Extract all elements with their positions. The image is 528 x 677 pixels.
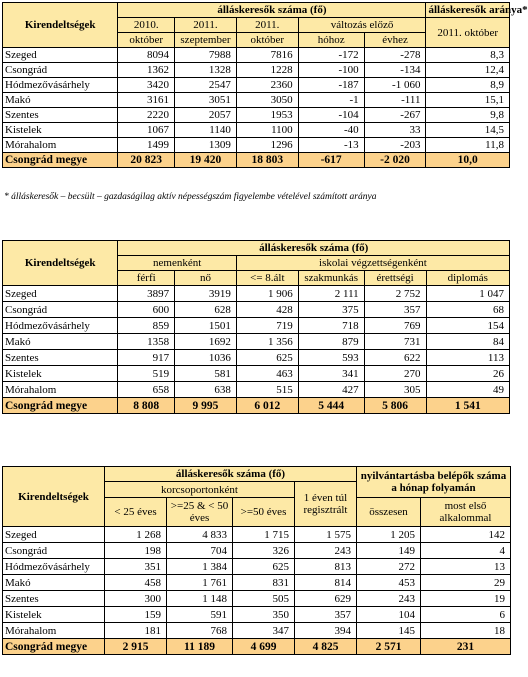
table-cell: 270 [364, 366, 426, 382]
total-label: Csongrád megye [3, 639, 105, 655]
total-cell: 1 541 [426, 398, 510, 414]
table-cell: 198 [105, 543, 167, 559]
table-row [3, 559, 511, 575]
row-label: Mórahalom [3, 138, 118, 153]
table-cell: -278 [364, 48, 426, 63]
col-header-female: nő [175, 271, 237, 286]
total-cell: 10,0 [426, 153, 510, 168]
table-cell: 18 [421, 623, 511, 639]
table-cell: 4 [421, 543, 511, 559]
table-cell: 145 [357, 623, 421, 639]
footnote: * álláskeresők – becsült – gazdaságilag aktív népességszám figyelembe vételével számított aránya [4, 192, 377, 202]
table-cell: 1140 [175, 123, 237, 138]
total-cell: 20 823 [118, 153, 175, 168]
table-cell: 1296 [236, 138, 298, 153]
table-cell: 1 906 [236, 286, 298, 302]
table-cell: 12,4 [426, 63, 510, 78]
table-cell: -111 [364, 93, 426, 108]
row-label: Szeged [3, 286, 118, 302]
table-row [3, 623, 511, 639]
table-row [3, 108, 510, 123]
col-header-main: álláskeresők száma (fő) [118, 3, 426, 18]
table-cell: 159 [105, 607, 167, 623]
total-cell: 4 699 [233, 639, 295, 655]
col-header-main: álláskeresők száma (fő) [105, 467, 357, 482]
table-row [3, 382, 510, 398]
table-unemployment-by-month [2, 2, 528, 168]
table-row [3, 123, 510, 138]
table-cell: 26 [426, 366, 510, 382]
table-cell: 2360 [236, 78, 298, 93]
table-cell: 1 575 [295, 527, 357, 543]
table-cell: 243 [295, 543, 357, 559]
table-row [3, 334, 510, 350]
table-cell: 3161 [118, 93, 175, 108]
table-cell: 2 752 [364, 286, 426, 302]
total-cell: -2 020 [364, 153, 426, 168]
table-cell: 394 [295, 623, 357, 639]
total-cell: 4 825 [295, 639, 357, 655]
table-cell: 1 047 [426, 286, 510, 302]
col-header-office: Kirendeltségek [3, 241, 118, 286]
table-row [3, 591, 511, 607]
table-cell: 149 [357, 543, 421, 559]
col-header-year-2: 2011. [175, 18, 237, 33]
row-label: Makó [3, 575, 105, 591]
col-header-degree: diplomás [426, 271, 510, 286]
row-label: Hódmezővásárhely [3, 559, 105, 575]
table-cell: 3919 [175, 286, 237, 302]
col-header-year-1: 2010. [118, 18, 175, 33]
table-cell: 463 [236, 366, 298, 382]
table-cell: 7816 [236, 48, 298, 63]
table-unemployment-by-age [2, 466, 511, 655]
total-cell: 11 189 [167, 639, 233, 655]
table-cell: 768 [167, 623, 233, 639]
table-cell: 1328 [175, 63, 237, 78]
col-header-main: álláskeresők száma (fő) [118, 241, 510, 256]
table-cell: 2057 [175, 108, 237, 123]
table-row [3, 607, 511, 623]
row-label: Makó [3, 334, 118, 350]
table-cell: 1358 [118, 334, 175, 350]
table-cell: 29 [421, 575, 511, 591]
table-cell: 625 [233, 559, 295, 575]
table-cell: 1309 [175, 138, 237, 153]
total-cell: 18 803 [236, 153, 298, 168]
table-cell: -267 [364, 108, 426, 123]
table-cell: 4 833 [167, 527, 233, 543]
table-cell: 1100 [236, 123, 298, 138]
table-row [3, 48, 510, 63]
table-cell: 1499 [118, 138, 175, 153]
table-cell: 305 [364, 382, 426, 398]
table-cell: 718 [298, 318, 364, 334]
col-header-gender: nemenként [118, 256, 237, 271]
table-row [3, 78, 510, 93]
table-cell: -1 060 [364, 78, 426, 93]
table-cell: 341 [298, 366, 364, 382]
col-header-primary: <= 8.ált [236, 271, 298, 286]
total-cell: 2 571 [357, 639, 421, 655]
col-header-month-2: szeptember [175, 33, 237, 48]
table-cell: 2220 [118, 108, 175, 123]
table-cell: 814 [295, 575, 357, 591]
col-header-year-3: 2011. [236, 18, 298, 33]
table-cell: 8,9 [426, 78, 510, 93]
table-cell: 515 [236, 382, 298, 398]
table-cell: 33 [364, 123, 426, 138]
table-cell: 350 [233, 607, 295, 623]
table-cell: -13 [298, 138, 364, 153]
col-header-entrants-total: összesen [357, 498, 421, 527]
table-cell: 19 [421, 591, 511, 607]
table-cell: 813 [295, 559, 357, 575]
table-cell: 1501 [175, 318, 237, 334]
table-cell: 14,5 [426, 123, 510, 138]
table-cell: 347 [233, 623, 295, 639]
table-cell: 591 [167, 607, 233, 623]
col-header-rate-sub: 2011. október [426, 18, 510, 48]
col-header-secondary: érettségi [364, 271, 426, 286]
table-cell: 1 384 [167, 559, 233, 575]
table-cell: 142 [421, 527, 511, 543]
table-cell: 3050 [236, 93, 298, 108]
table-cell: 1692 [175, 334, 237, 350]
row-label: Mórahalom [3, 623, 105, 639]
col-header-month-1: október [118, 33, 175, 48]
table-cell: 8,3 [426, 48, 510, 63]
row-label: Szentes [3, 350, 118, 366]
total-row [3, 639, 511, 655]
table-cell: 3051 [175, 93, 237, 108]
table-row [3, 138, 510, 153]
total-label: Csongrád megye [3, 398, 118, 414]
col-header-change: változás előző [298, 18, 426, 33]
total-row [3, 153, 510, 168]
table-cell: 1067 [118, 123, 175, 138]
table-cell: 3420 [118, 78, 175, 93]
row-label: Csongrád [3, 302, 118, 318]
table-cell: 1 761 [167, 575, 233, 591]
table-cell: 68 [426, 302, 510, 318]
table-cell: -104 [298, 108, 364, 123]
table-cell: 11,8 [426, 138, 510, 153]
table-cell: 357 [295, 607, 357, 623]
table-cell: 917 [118, 350, 175, 366]
table-cell: 831 [233, 575, 295, 591]
table-cell: 154 [426, 318, 510, 334]
table-cell: 6 [421, 607, 511, 623]
table-cell: 1 205 [357, 527, 421, 543]
table-cell: 104 [357, 607, 421, 623]
table-cell: 7988 [175, 48, 237, 63]
row-label: Szeged [3, 527, 105, 543]
col-header-rate: álláskeresők aránya* [426, 3, 510, 18]
col-header-office: Kirendeltségek [3, 467, 105, 527]
table-cell: 1036 [175, 350, 237, 366]
row-label: Hódmezővásárhely [3, 318, 118, 334]
table-cell: 49 [426, 382, 510, 398]
table-cell: 704 [167, 543, 233, 559]
table-cell: -172 [298, 48, 364, 63]
table-cell: 84 [426, 334, 510, 350]
table-cell: 1362 [118, 63, 175, 78]
table-row [3, 527, 511, 543]
table-row [3, 318, 510, 334]
col-header-change-month: hóhoz [298, 33, 364, 48]
table-cell: -187 [298, 78, 364, 93]
table-cell: -100 [298, 63, 364, 78]
table-cell: 13 [421, 559, 511, 575]
table-cell: 622 [364, 350, 426, 366]
table-cell: 9,8 [426, 108, 510, 123]
table-cell: -134 [364, 63, 426, 78]
row-label: Kistelek [3, 607, 105, 623]
row-label: Csongrád [3, 543, 105, 559]
table-cell: 453 [357, 575, 421, 591]
table-cell: 300 [105, 591, 167, 607]
total-cell: 6 012 [236, 398, 298, 414]
table-cell: 2547 [175, 78, 237, 93]
table-cell: 15,1 [426, 93, 510, 108]
col-header-change-year: évhez [364, 33, 426, 48]
table-cell: 458 [105, 575, 167, 591]
table-cell: 1228 [236, 63, 298, 78]
table-row [3, 543, 511, 559]
table-cell: 1 356 [236, 334, 298, 350]
table-cell: 326 [233, 543, 295, 559]
row-label: Kistelek [3, 366, 118, 382]
table-cell: 181 [105, 623, 167, 639]
total-cell: 2 915 [105, 639, 167, 655]
row-label: Kistelek [3, 123, 118, 138]
table-cell: 1 715 [233, 527, 295, 543]
col-header-under-25: < 25 éves [105, 498, 167, 527]
table-row [3, 93, 510, 108]
table-row [3, 63, 510, 78]
row-label: Mórahalom [3, 382, 118, 398]
table-cell: 243 [357, 591, 421, 607]
table-cell: 1953 [236, 108, 298, 123]
table-cell: 8094 [118, 48, 175, 63]
table-cell: 351 [105, 559, 167, 575]
table-cell: 1 268 [105, 527, 167, 543]
total-cell: 5 444 [298, 398, 364, 414]
row-label: Hódmezővásárhely [3, 78, 118, 93]
col-header-first-time: most első alkalommal [421, 498, 511, 527]
table-cell: 3897 [118, 286, 175, 302]
table-cell: 428 [236, 302, 298, 318]
table-row [3, 302, 510, 318]
table-cell: -203 [364, 138, 426, 153]
table-cell: 719 [236, 318, 298, 334]
table-cell: 427 [298, 382, 364, 398]
table-cell: 519 [118, 366, 175, 382]
table-cell: 628 [175, 302, 237, 318]
table-cell: 1 148 [167, 591, 233, 607]
col-header-age: korcsoportonként [105, 482, 295, 498]
total-cell: 231 [421, 639, 511, 655]
table-cell: 357 [364, 302, 426, 318]
total-row [3, 398, 510, 414]
table-cell: 272 [357, 559, 421, 575]
total-cell: -617 [298, 153, 364, 168]
table-cell: 2 111 [298, 286, 364, 302]
table-row [3, 575, 511, 591]
table-cell: 879 [298, 334, 364, 350]
col-header-month-3: október [236, 33, 298, 48]
row-label: Csongrád [3, 63, 118, 78]
col-header-office: Kirendeltségek [3, 3, 118, 48]
table-cell: 375 [298, 302, 364, 318]
table-cell: 859 [118, 318, 175, 334]
table-cell: -1 [298, 93, 364, 108]
col-header-25-50: >=25 & < 50 éves [167, 498, 233, 527]
row-label: Szentes [3, 108, 118, 123]
total-cell: 9 995 [175, 398, 237, 414]
table-cell: 629 [295, 591, 357, 607]
row-label: Szentes [3, 591, 105, 607]
table-row [3, 286, 510, 302]
table-cell: 625 [236, 350, 298, 366]
table-cell: -40 [298, 123, 364, 138]
table-unemployment-by-gender-education [2, 240, 510, 414]
table-cell: 769 [364, 318, 426, 334]
table-cell: 581 [175, 366, 237, 382]
table-cell: 113 [426, 350, 510, 366]
row-label: Makó [3, 93, 118, 108]
table-cell: 505 [233, 591, 295, 607]
table-row [3, 366, 510, 382]
row-label: Szeged [3, 48, 118, 63]
col-header-over-50: >=50 éves [233, 498, 295, 527]
table-cell: 600 [118, 302, 175, 318]
total-cell: 5 806 [364, 398, 426, 414]
total-cell: 19 420 [175, 153, 237, 168]
col-header-education: iskolai végzettségenként [236, 256, 509, 271]
total-label: Csongrád megye [3, 153, 118, 168]
col-header-over-one-year: 1 éven túl regisztrált [295, 482, 357, 527]
table-cell: 593 [298, 350, 364, 366]
col-header-entrants: nyilvántartásba belépők száma a hónap folyamán [357, 467, 511, 498]
col-header-vocational: szakmunkás [298, 271, 364, 286]
table-cell: 638 [175, 382, 237, 398]
total-cell: 8 808 [118, 398, 175, 414]
col-header-male: férfi [118, 271, 175, 286]
table-row [3, 350, 510, 366]
table-cell: 731 [364, 334, 426, 350]
table-cell: 658 [118, 382, 175, 398]
